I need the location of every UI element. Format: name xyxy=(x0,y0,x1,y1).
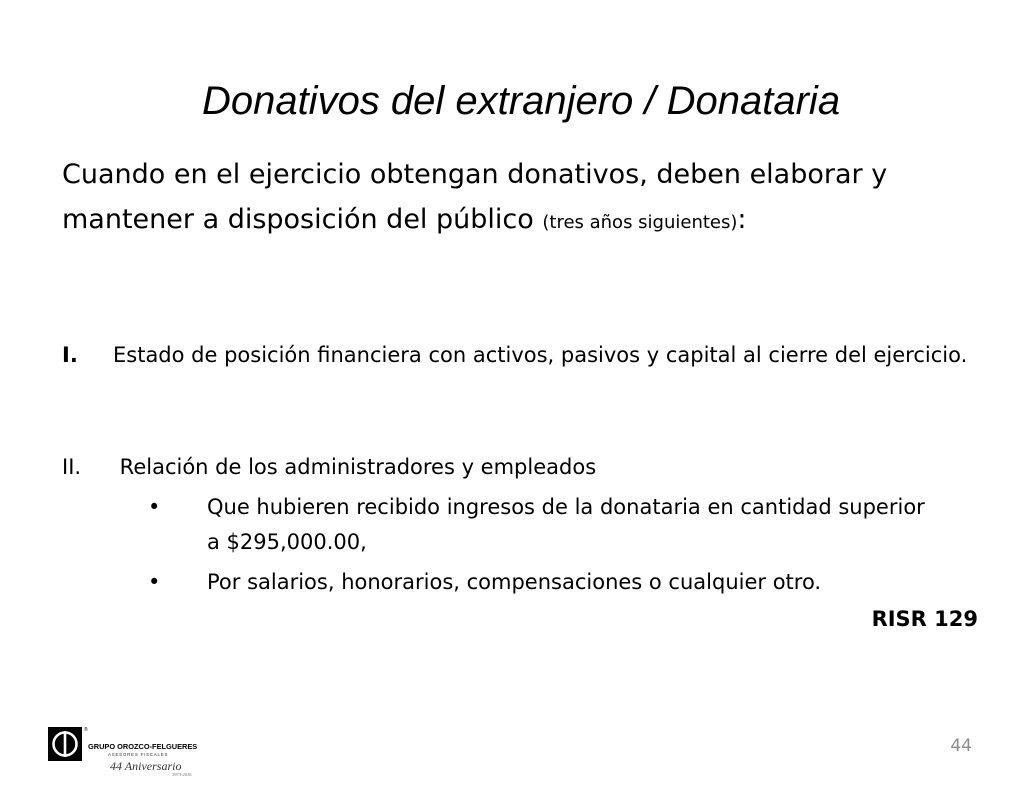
company-logo xyxy=(46,722,206,778)
slide-title: Donativos del extranjero / Donataria xyxy=(201,79,841,123)
logo-company-name: GRUPO OROZCO-FELGUERES xyxy=(88,742,198,751)
bullet-dot-icon: • xyxy=(148,570,161,594)
svg-text:®: ® xyxy=(84,727,88,733)
sub-bullet-text-1: Que hubieren recibido ingresos de la donataria en cantidad superior a $295,000.00, xyxy=(207,495,925,554)
logo-years: 1973-2016 xyxy=(172,772,192,777)
logo-tagline: ASESORES FISCALES xyxy=(108,752,169,757)
legal-reference: RISR 129 xyxy=(871,607,978,631)
intro-colon: : xyxy=(737,204,747,235)
list-marker-2: II. xyxy=(62,455,82,479)
sub-bullet-text-2: Por salarios, honorarios, compensaciones o cualquier otro. xyxy=(207,570,822,594)
list-text-2: Relación de los administradores y empleados xyxy=(113,455,597,479)
intro-paragraph xyxy=(62,152,972,245)
page-number: 44 xyxy=(950,736,972,756)
bullet-dot-icon: • xyxy=(148,495,161,519)
logo-anniversary: 44 Aniversario xyxy=(110,759,182,773)
list-text-1: Estado de posición financiera con activos, pasivos y capital al cierre del ejercicio. xyxy=(113,343,968,367)
list-marker-1: I. xyxy=(62,343,78,367)
intro-small-text: (tres años siguientes) xyxy=(542,212,738,233)
intro-main-text: Cuando en el ejercicio obtengan donativos, deben elaborar y mantener a disposición del público xyxy=(62,159,888,235)
